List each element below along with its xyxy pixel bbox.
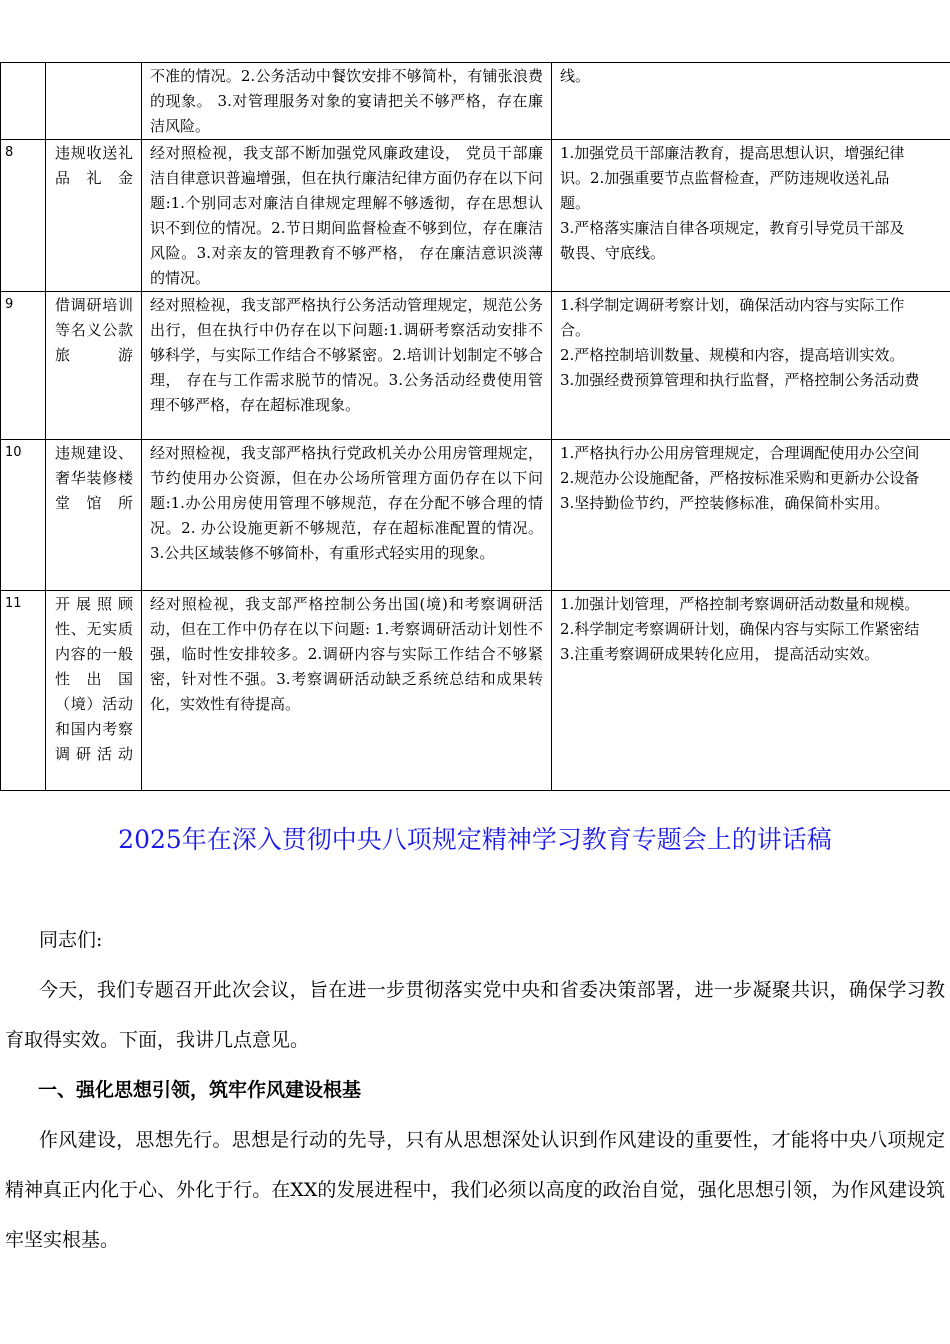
row-description: 经对照检视，我支部严格控制公务出国(境)和考察调研活动，但在工作中仍存在以下问题: 1.考察调研活动计划性不强，临时性安排较多。2.调研内容与实际工作结合不够紧密，针对性不强。3.考察调研活动缺乏系统总结和成果转化，实效性有待提高。 bbox=[142, 591, 552, 791]
row-title: 开展照顾性、无实质内容的一般性出国（境）活动和国内考察调研活动 bbox=[46, 591, 142, 791]
measure-line: 敬畏、守底线。 bbox=[560, 244, 666, 262]
section-paragraph: 作风建设，思想先行。思想是行动的先导，只有从思想深处认识到作风建设的重要性，才能将中央八项规定精神真正内化于心、外化于行。在XX的发展进程中，我们必须以高度的政治自觉，强化思想引领，为作风建设筑牢坚实根基。 bbox=[5, 1129, 945, 1251]
issues-table bbox=[0, 62, 950, 791]
row-measures bbox=[552, 440, 950, 591]
measure-line: 3.坚持勤俭节约，严控装修标准，确保简朴实用。 bbox=[560, 494, 890, 512]
row-number: 8 bbox=[1, 140, 46, 292]
document-title: 2025年在深入贯彻中央八项规定精神学习教育专题会上的讲话稿 bbox=[118, 825, 832, 854]
row-measures bbox=[552, 63, 950, 140]
row-measures bbox=[552, 140, 950, 292]
table-row bbox=[1, 140, 950, 292]
measure-line: 2.规范办公设施配备，严格按标准采购和更新办公设备 bbox=[560, 469, 920, 487]
measure-line: 2.严格控制培训数量、规模和内容，提高培训实效。 bbox=[560, 346, 905, 364]
row-title: 借调研培训等名义公款旅游 bbox=[46, 292, 142, 440]
intro-paragraph: 今天，我们专题召开此次会议，旨在进一步贯彻落实党中央和省委决策部署，进一步凝聚共识，确保学习教育取得实效。下面，我讲几点意见。 bbox=[5, 979, 945, 1051]
row-description: 经对照检视，我支部严格执行党政机关办公用房管理规定，节约使用办公资源，但在办公场所管理方面仍存在以下问题:1.办公用房使用管理不够规范，存在分配不够合理的情况。2. 办公设施更新不够规范，存在超标准配置的情况。3.公共区域装修不够简朴，有重形式轻实用的现象。 bbox=[142, 440, 552, 591]
measure-line: 题。 bbox=[560, 194, 591, 212]
row-description: 经对照检视，我支部严格执行公务活动管理规定，规范公务出行，但在执行中仍存在以下问题:1.调研考察活动安排不够科学，与实际工作结合不够紧密。2.培训计划制定不够合理， 存在与工作需求脱节的情况。3.公务活动经费使用管理不够严格，存在超标准现象。 bbox=[142, 292, 552, 440]
table-row bbox=[1, 440, 950, 591]
row-title: 违规建设、奢华装修楼堂馆所 bbox=[46, 440, 142, 591]
measure-line: 3.严格落实廉洁自律各项规定，教育引导党员干部及 bbox=[560, 219, 905, 237]
row-description: 不准的情况。2.公务活动中餐饮安排不够简朴，有铺张浪费的现象。 3.对管理服务对象的宴请把关不够严格，存在廉洁风险。 bbox=[142, 63, 552, 140]
row-description: 经对照检视，我支部不断加强党风廉政建设， 党员干部廉洁自律意识普遍增强，但在执行廉洁纪律方面仍存在以下问题:1.个别同志对廉洁自律规定理解不够透彻，存在思想认识不到位的情况。2.节日期间监督检查不够到位，存在廉洁风险。3.对亲友的管理教育不够严格， 存在廉洁意识淡薄的情况。 bbox=[142, 140, 552, 292]
section-heading: 一、强化思想引领，筑牢作风建设根基 bbox=[38, 1079, 362, 1101]
greeting: 同志们: bbox=[39, 929, 103, 951]
measure-line: 识。2.加强重要节点监督检查，严防违规收送礼品 bbox=[560, 169, 890, 187]
measure-line: 3.加强经费预算管理和执行监督，严格控制公务活动费 bbox=[560, 371, 920, 389]
row-measures bbox=[552, 292, 950, 440]
measure-line: 1.严格执行办公用房管理规定，合理调配使用办公空间 bbox=[560, 444, 920, 462]
row-title bbox=[46, 63, 142, 140]
row-number: 10 bbox=[1, 440, 46, 591]
row-measures bbox=[552, 591, 950, 791]
measure-line: 1.加强党员干部廉洁教育，提高思想认识，增强纪律 bbox=[560, 144, 905, 162]
table-row bbox=[1, 292, 950, 440]
row-number bbox=[1, 63, 46, 140]
measure-line: 2.科学制定考察调研计划，确保内容与实际工作紧密结 bbox=[560, 620, 920, 638]
measure-line: 3.注重考察调研成果转化应用， 提高活动实效。 bbox=[560, 645, 880, 663]
table-row bbox=[1, 591, 950, 791]
measure-line: 1.加强计划管理，严格控制考察调研活动数量和规模。 bbox=[560, 595, 920, 613]
measure-line: 1.科学制定调研考察计划，确保活动内容与实际工作 bbox=[560, 296, 905, 314]
row-number: 11 bbox=[1, 591, 46, 791]
table-row bbox=[1, 63, 950, 140]
row-title: 违规收送礼品礼金 bbox=[46, 140, 142, 292]
measure-line: 线。 bbox=[560, 67, 591, 85]
row-number: 9 bbox=[1, 292, 46, 440]
measure-line: 合。 bbox=[560, 321, 591, 339]
